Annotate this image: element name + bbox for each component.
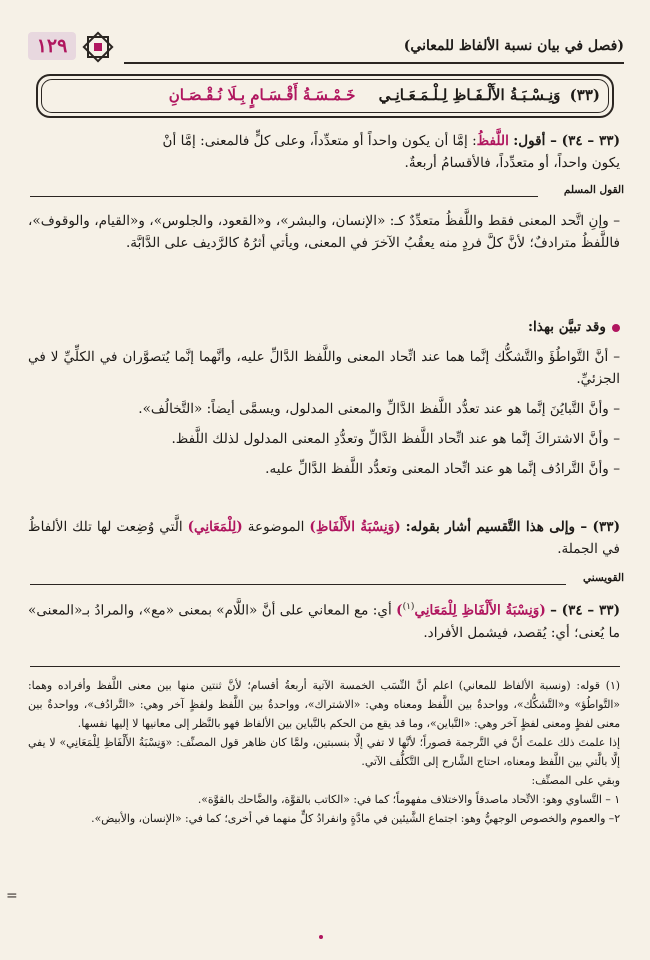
verse-box [36,74,614,118]
commentary-line-1 [28,130,620,152]
page-header [28,28,624,66]
footnote-4: ١ – التَّساوي وهو: الاتِّحاد ماصدقاً والاختلاف مفهوماً؛ كما في: «الكاتب بالقوَّة، والضَّاحك بالقوَّة». [197,793,620,806]
muslim-pointer-paragraph [28,516,620,560]
pointer-quote-1: (وَنِسْبَةُ الأَلْفَاظِ) [309,519,401,535]
verse-number: (٣٣) [569,86,600,104]
footnote-3: وبقي على المصنِّف: [531,774,620,787]
commentary-paragraph [28,130,620,174]
pointer-text-2: الَّتي وُضِعت لها تلك الألفاظُ في الجملة. [28,519,620,557]
list-item: – وأنَّ الاشتراكَ إنَّما هو عند اتِّحاد اللَّفظ الدَّالِّ وتعدُّدِ المعنى المدلول لذلك اللَّفظ. [171,431,620,447]
section-rule-qawisni [30,584,566,585]
page-number-badge [28,28,120,66]
qawisni-ref: (٣٣ – ٣٤) – [550,602,620,619]
page-dot [319,935,323,939]
footnotes [28,676,620,828]
list-item: – وأنَّ التَّبايُنَ إنَّما هو عند تعدُّد اللَّفظ الدَّالِّ والمعنى المدلول، ويسمَّى أيضاً: «التَّخالُف». [138,401,620,417]
verse-line [169,86,600,104]
octagram-ornament-icon [82,31,114,63]
footnote-2: إذا علمتَ ذلك علمتَ أنَّ في التَّرجمة قصوراً؛ لأنَّها لا تفي إلَّا بنسبتين، ولمَّا كان ظاهر قول المصنِّف: «وَنِسْبَةُ الأَلْفَاظِ لِلْمَعَانِي» لا يفي إلَّا بالَّتي بين اللَّفظ ومعناه، احتاج الشَّارح إلى التَّكلُّف الآتي. [28,736,620,768]
pointer-quote-2: (لِلْمَعَانِي) [187,519,243,535]
margin-mark: = [6,888,18,904]
section-label-qawisni: القويسني [582,572,624,584]
commentary-line-2: يكون واحداً، أو متعدِّداً، فالأقسامُ أربعةٌ. [404,155,620,171]
section-rule-muslim [30,196,538,197]
commentary-ref: (٣٣ – ٣٤) – أقول: [513,133,620,149]
footnote-divider [30,666,620,667]
muslim-bullet-text: وقد تبيَّن بهذا: [528,319,606,335]
verse-hemistich-first: وَنِـسْـبَـةُ الأَلْـفَـاظِ لِـلْـمَـعَـانِـي [378,86,561,104]
header-rule [124,62,624,64]
page-number: ١٢٩ [28,32,76,60]
commentary-key-word: اللَّفظُ [476,133,509,149]
qawisni-text: أي: مع المعاني على أنَّ «اللَّام» بمعنى «مع»، والمرادُ بـ«المعنى» ما يُعنى؛ أي: يُقصد، فيشمل الأفراد. [28,602,620,641]
muslim-paragraph [28,210,620,254]
qawisni-quote-close: ) [396,602,403,619]
pointer-text-1: الموضوعة [247,519,305,535]
pointer-ref: (٣٣) – وإلى هذا التَّقسيم أشار بقوله: [405,519,621,535]
footnote-1: (١) قوله: (ونسبة الألفاظ للمعاني) اعلم أنَّ النِّسَب الخمسة الآتية أربعةُ أقسام؛ لأنَّ ثنتين منها بين معنى اللَّفظ وأفراده وهما: «التَّواطُؤ» و«التَّشكُّك»، وواحدةٌ بين اللَّفظ ومعناه وهي: «الاشتراك»، وواحدةٌ بين اللَّفظ ولفظٍ آخر وهي: «التَّرادُف»، وواحدةٌ بين معنى لفظٍ ومعنى لفظٍ آخر وهي: «التَّباين»، وما قد يقع من الحكم بالتَّباين بين الألفاظ فهو بالنَّظر إلى معانيها لا إليها نفسها. [28,679,620,730]
commentary-text-1: : إمَّا أن يكون واحداً أو متعدِّداً، وعلى كلٍّ فالمعنى: إمَّا أنْ [162,133,477,149]
section-label-muslim: القول المسلم [563,184,624,196]
muslim-list [28,346,620,480]
qawisni-quote: (وَنِسْبَةُ الأَلْفَاظِ لِلْمَعَانِي [414,602,546,619]
list-item: – وأنَّ التَّرادُف إنَّما هو عند اتِّحاد المعنى وتعدُّد اللَّفظ الدَّالِّ عليه. [265,461,620,477]
muslim-synonym-paragraph: – وإنِ اتَّحد المعنى فقط واللَّفظُ متعدِّدٌ كـ: «الإنسان، والبشر»، و«القعود، والجلوس»، و«القيام، والوقوف»، فاللَّفظُ مترادفٌ؛ لأنَّ كلَّ فردٍ منه يعقُبُ الآخرَ في المعنى، ويأتي أثرُهُ كالرَّديف على الدَّابَّة. [28,213,620,251]
verse-hemistich-second: خَـمْـسَـةُ أَقْـسَـامٍ بِـلَا نُـقْـصَـانِ [168,86,356,104]
muslim-bullet-line [28,316,620,338]
footnote-5: ٢– والعموم والخصوص الوجهيُّ وهو: اجتماع الشَّيئين في مادَّةٍ وانفرادُ كلٍّ منهما في أخرى؛ كما في: «الإنسان، والأبيض». [91,812,620,825]
chapter-title: (فصل في بيان نسبة الألفاظ للمعاني) [403,38,624,54]
qawisni-paragraph [28,596,620,644]
bullet-dot-icon [612,324,620,332]
footnote-marker: (١) [402,602,415,612]
list-item: – أنَّ التَّواطُؤَ والتَّشكُّك إنَّما هما عند اتِّحاد المعنى واللَّفظ الدَّالِّ عليه، وأنَّهما إنَّما يُتصوَّران في الكلِّيِّ لا في الجزئيِّ. [28,349,620,387]
